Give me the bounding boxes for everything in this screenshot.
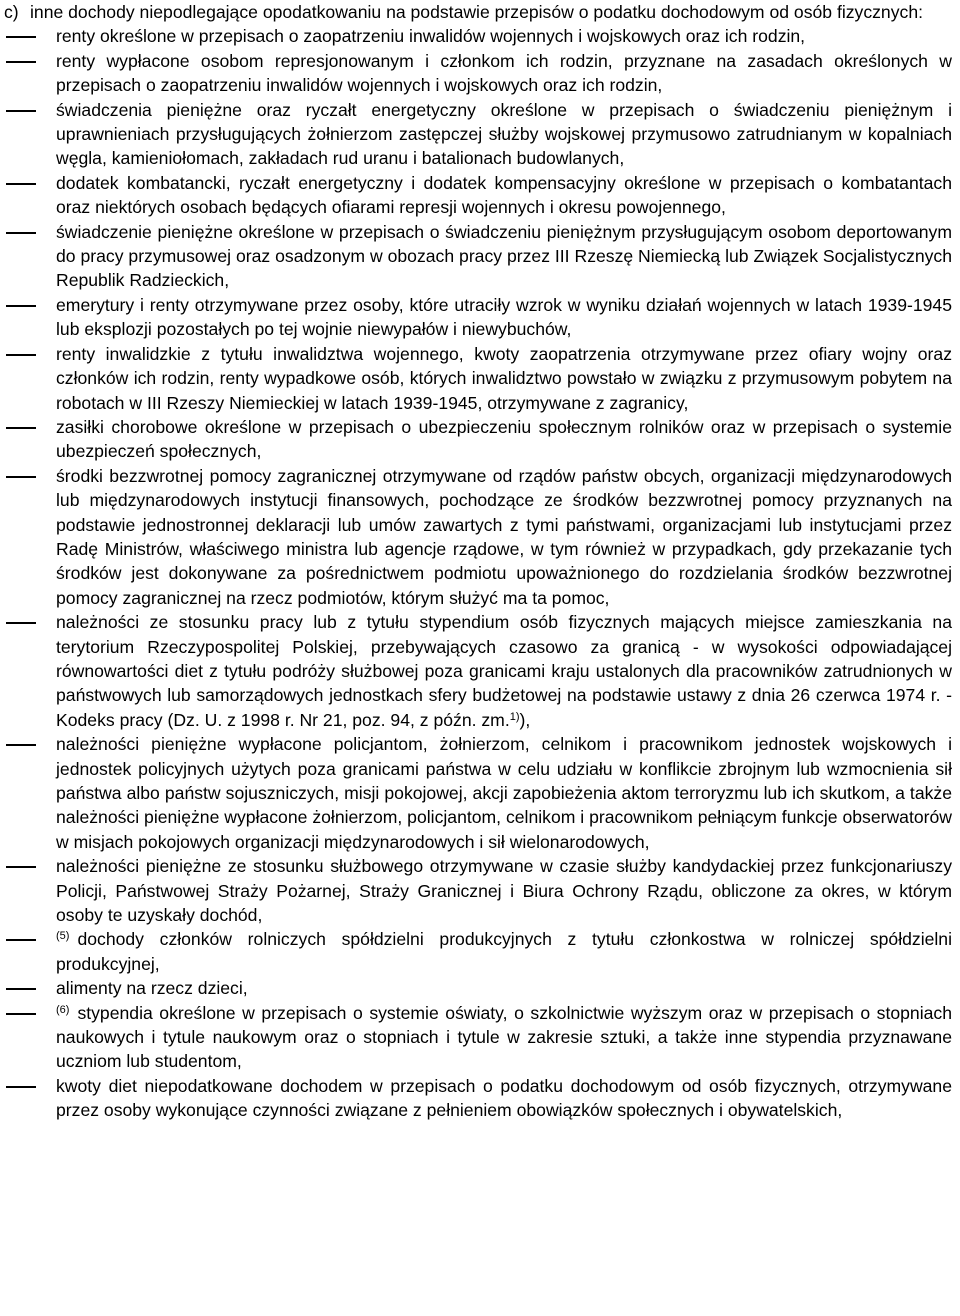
section-intro-text: inne dochody niepodlegające opodatkowaniu na podstawie przepisów o podatku dochodowym od osób fizycznych: xyxy=(30,2,923,22)
list-item-content: środki bezzwrotnej pomocy zagranicznej otrzymywane od rządów państw obcych, organizacji międzynarodowych lub międzynarodowych instytucji finansowych, pochodzące ze środków bezzwrotnej pomocy przyznanych na podstawie jednostronnej deklaracji lub umów zawartych z tymi państwami, organizacjami lub instytucjami przez Radę Ministrów, właściwego ministra lub agencje rządowe, w tym również w przypadkach, gdy przekazanie tych środków jest dokonywane za pośrednictwem podmiotu upoważnionego do rozdzielania środków bezzwrotnej pomocy zagranicznej na rzecz podmiotów, którym służyć ma ta pomoc, xyxy=(56,465,952,608)
list-item-content: dodatek kombatancki, ryczałt energetyczny i dodatek kompensacyjny określone w przepisach o kombatantach oraz niektórych osobach będących ofiarami represji wojennych i okresu powojennego, xyxy=(56,172,952,218)
list-item-content: świadczenia pieniężne oraz ryczałt energetyczny określone w przepisach o świadczeniu pieniężnym i uprawnieniach przysługujących żołnierzom zastępczej służby wojskowej przymusowo zatrudnianym w kopalniach węgla, kamieniołomach, zakładach rud uranu i batalionach budowlanych, xyxy=(56,99,952,169)
list-item-content: należności pieniężne wypłacone policjantom, żołnierzom, celnikom i pracownikom jednostek wojskowych i jednostek policyjnych użytych poza granicami państwa w celu udziału w konflikcie zbrojnym lub wzmocnienia sił państwa albo państw sojuszniczych, misji pokojowej, akcji zapobieżenia aktom terroryzmu lub ich skutkom, a także należności pieniężne wypłacone żołnierzom, policjantom, celnikom i pracownikom pełniącym funkcje obserwatorów w misjach pokojowych organizacji międzynarodowych i sił wielonarodowych, xyxy=(56,734,952,852)
dash-bullet xyxy=(4,854,56,927)
section-marker: c) xyxy=(4,2,19,22)
list-item xyxy=(4,98,952,171)
dash-bullet xyxy=(4,342,56,415)
list-item-text xyxy=(56,220,952,293)
list-item-text xyxy=(56,1001,952,1074)
dash-bullet xyxy=(4,927,56,976)
list-item-text xyxy=(56,49,952,98)
dash-bullet xyxy=(4,610,56,732)
list-item-text xyxy=(56,854,952,927)
dash-bullet xyxy=(4,49,56,98)
list-item xyxy=(4,293,952,342)
list-item xyxy=(4,1001,952,1074)
list-item-content: zasiłki chorobowe określone w przepisach o ubezpieczeniu społecznym rolników oraz w przepisach o systemie ubezpieczeń społecznych, xyxy=(56,416,952,462)
list-item-text xyxy=(56,24,952,48)
list-item-content: należności ze stosunku pracy lub z tytułu stypendium osób fizycznych mających miejsce zamieszkania na terytorium Rzeczypospolitej Polskiej, przebywających czasowo za granicą - w wysokości odpowiadającej równowartości diet z tytułu podróży służbowej poza granicami kraju ustalonych dla pracowników zatrudnionych w państwowych lub samorządowych jednostkach sfery budżetowej na podstawie ustawy z dnia 26 czerwca 1974 r. - Kodeks pracy (Dz. U. z 1998 r. Nr 21, poz. 94, z późn. zm. xyxy=(56,612,952,730)
list-item-tail: ), xyxy=(519,709,531,730)
list-item xyxy=(4,464,952,610)
list-item xyxy=(4,927,952,976)
list-item xyxy=(4,732,952,854)
list-item-text xyxy=(56,1074,952,1123)
dash-bullet xyxy=(4,24,56,48)
section-intro xyxy=(4,0,952,24)
list-item xyxy=(4,171,952,220)
list-item-content: renty wypłacone osobom represjonowanym i członkom ich rodzin, przyznane na zasadach określonych w przepisach o zaopatrzeniu inwalidów wojennych i wojskowych oraz ich rodzin, xyxy=(56,50,952,96)
dash-bullet xyxy=(4,98,56,171)
footnote-marker: (6) xyxy=(56,1003,70,1016)
list-item-content: dochody członków rolniczych spółdzielni produkcyjnych z tytułu członkostwa w rolniczej spółdzielni produkcyjnej, xyxy=(56,929,952,974)
footnote-reference: 1) xyxy=(509,710,520,723)
list-item-text xyxy=(56,610,952,732)
list-item xyxy=(4,1074,952,1123)
list-item-content: renty określone w przepisach o zaopatrzeniu inwalidów wojennych i wojskowych oraz ich rodzin, xyxy=(56,26,806,47)
list-item-content: kwoty diet niepodatkowane dochodem w przepisach o podatku dochodowym od osób fizycznych, otrzymywane przez osoby wykonujące czynności związane z pełnieniem obowiązków społecznych i obywatelskich, xyxy=(56,1075,952,1121)
list-item-text xyxy=(56,976,952,1000)
dash-bullet xyxy=(4,171,56,220)
dash-bullet xyxy=(4,732,56,854)
dash-bullet xyxy=(4,1074,56,1123)
dash-bullet xyxy=(4,220,56,293)
list-item xyxy=(4,976,952,1000)
list-item-text xyxy=(56,415,952,464)
list-item xyxy=(4,854,952,927)
list-item xyxy=(4,24,952,48)
dash-bullet xyxy=(4,1001,56,1074)
list-item-text xyxy=(56,98,952,171)
list-item-text xyxy=(56,464,952,610)
list-item-content: alimenty na rzecz dzieci, xyxy=(56,978,248,999)
list-item-content: stypendia określone w przepisach o systemie oświaty, o szkolnictwie wyższym oraz w przepisach o stopniach naukowych i tytule naukowym oraz o stopniach i tytule w zakresie sztuki, a także inne stypendia przyznawane uczniom lub studentom, xyxy=(56,1002,952,1072)
list-item-text xyxy=(56,732,952,854)
list-item-text xyxy=(56,927,952,976)
list-item-text xyxy=(56,342,952,415)
income-list xyxy=(4,24,952,1122)
dash-bullet xyxy=(4,464,56,610)
list-item xyxy=(4,49,952,98)
footnote-marker: (5) xyxy=(56,930,70,943)
list-item-content: należności pieniężne ze stosunku służbowego otrzymywane w czasie służby kandydackiej przez funkcjonariuszy Policji, Państwowej Straży Pożarnej, Straży Granicznej i Biura Ochrony Rządu, obliczone za okres, w którym osoby te uzyskały dochód, xyxy=(56,856,952,926)
list-item xyxy=(4,415,952,464)
dash-bullet xyxy=(4,415,56,464)
list-item-text xyxy=(56,171,952,220)
list-item-content: świadczenie pieniężne określone w przepisach o świadczeniu pieniężnym przysługującym osobom deportowanym do pracy przymusowej oraz osadzonym w obozach pracy przez III Rzeszę Niemiecką lub Związek Socjalistycznych Republik Radzieckich, xyxy=(56,221,952,291)
list-item-content: renty inwalidzkie z tytułu inwalidztwa wojennego, kwoty zaopatrzenia otrzymywane przez ofiary wojny oraz członków ich rodzin, renty wypadkowe osób, których inwalidztwo powstało w związku z przymusowym pobytem na robotach w III Rzeszy Niemieckiej w latach 1939-1945, otrzymywane z zagranicy, xyxy=(56,343,952,413)
list-item xyxy=(4,610,952,732)
list-item xyxy=(4,342,952,415)
list-item xyxy=(4,220,952,293)
dash-bullet xyxy=(4,976,56,1000)
list-item-content: emerytury i renty otrzymywane przez osoby, które utraciły wzrok w wyniku działań wojennych w latach 1939-1945 lub eksplozji pozostałych po tej wojnie niewypałów i niewybuchów, xyxy=(56,294,952,340)
list-item-text xyxy=(56,293,952,342)
dash-bullet xyxy=(4,293,56,342)
